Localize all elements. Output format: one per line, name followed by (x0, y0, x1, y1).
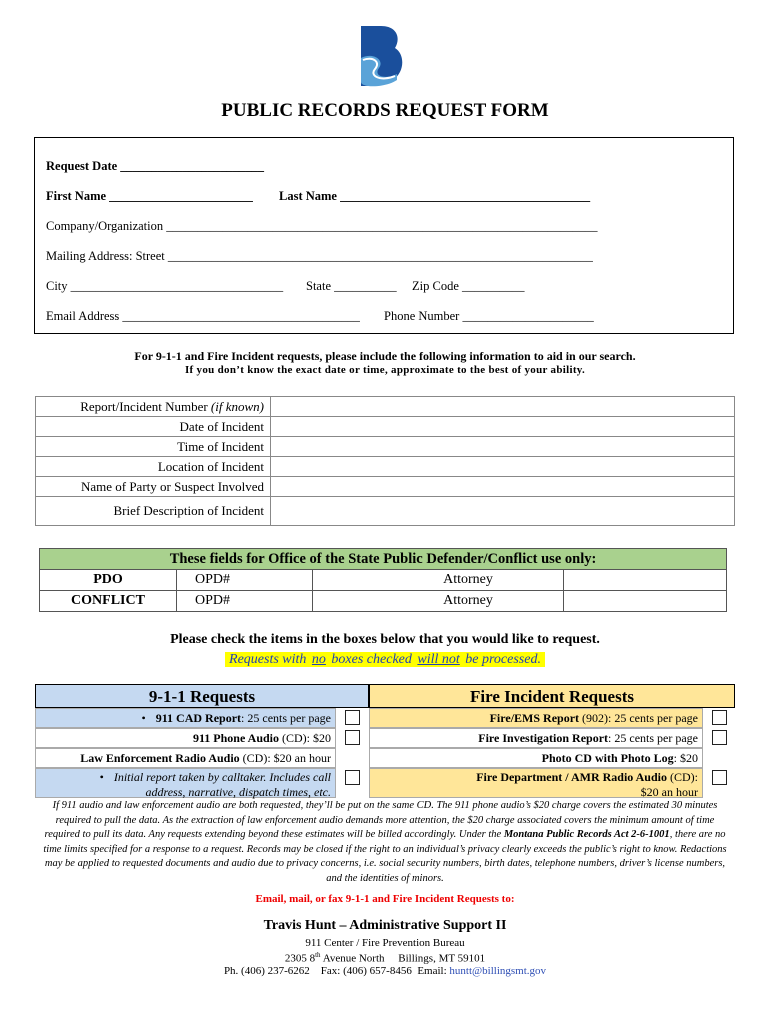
location-input[interactable] (271, 457, 735, 477)
fire-ems-checkbox[interactable] (712, 710, 727, 725)
requester-info-box (34, 137, 734, 334)
header-911-requests: 9-1-1 Requests (35, 684, 369, 708)
state-field[interactable]: State __________ (306, 279, 397, 293)
table-row (36, 497, 735, 526)
email-field[interactable]: Email Address ______________________________________ (46, 309, 360, 323)
contact-name: Travis Hunt – Administrative Support II (263, 918, 507, 933)
phone-field[interactable]: Phone Number _____________________ (384, 309, 594, 323)
fine-print: If 911 audio and law enforcement audio are both requested, they’ll be put on the same CD. The 911 phone audio’s $20 charge covers the estimated 30 minutes required to pull the data. As the extraction of law enforcement audio demands more attention, the $20 charge associated covers the minimum amount of time required to pull its data. Any requests extending beyond these estimates will be billed accordingly. Under the Montana Public Records Act 2-6-1001, there are no time limits specified for a response to a request. Records may be closed if the right to an individual’s privacy clearly exceeds the public’s right to know. Redactions may be applied to requested documents and audio due to privacy concerns, i.e. social security numbers, birth dates, telephone numbers, driver’s license numbers, and the identities of minors. (43, 800, 727, 884)
conflict-opd[interactable]: OPD# (177, 591, 313, 612)
mailing-address-field[interactable]: Mailing Address: Street ____________________________________________________________________ (46, 249, 593, 263)
incident-number-label: Report/Incident Number (80, 398, 208, 414)
table-row (40, 591, 727, 612)
please-check-instruction: Please check the items in the boxes below that you would like to request. (170, 632, 600, 647)
phone-audio-checkbox[interactable] (345, 730, 360, 745)
contact-department: 911 Center / Fire Prevention Bureau (305, 937, 465, 949)
pdo-blank[interactable] (564, 570, 727, 591)
contact-phone-email: Ph. (406) 237-6262 Fax: (406) 657-8456 Email: huntt@billingsmt.gov (223, 965, 547, 977)
pdo-header: These fields for Office of the State Public Defender/Conflict use only: (40, 549, 727, 570)
header-fire-requests: Fire Incident Requests (369, 684, 735, 708)
pdo-label: PDO (40, 570, 177, 591)
table-row (40, 570, 727, 591)
fire-investigation-label: Fire Investigation Report (478, 731, 609, 745)
pdo-opd[interactable]: OPD# (177, 570, 313, 591)
contact-address: 2305 8th Avenue North Billings, MT 59101 (284, 951, 486, 965)
company-field[interactable]: Company/Organization _____________________________________________________________________ (46, 219, 598, 233)
page-title: PUBLIC RECORDS REQUEST FORM (221, 100, 549, 121)
amr-audio-label: Fire Department / AMR Radio Audio (476, 770, 667, 784)
table-row (36, 457, 735, 477)
zip-field[interactable]: Zip Code __________ (412, 279, 525, 293)
fire-ems-label: Fire/EMS Report (489, 711, 580, 725)
city-logo (355, 22, 407, 88)
description-input[interactable] (271, 497, 735, 526)
cad-report-row: • 911 CAD Report: 25 cents per page (35, 708, 336, 728)
first-name-field[interactable]: First Name _______________________ (46, 189, 253, 203)
amr-audio-checkbox[interactable] (712, 770, 727, 785)
pdo-attorney[interactable]: Attorney (313, 570, 564, 591)
party-input[interactable] (271, 477, 735, 497)
photo-cd-label: Photo CD with Photo Log (541, 751, 674, 765)
fire-investigation-checkbox[interactable] (712, 730, 727, 745)
phone-audio-row: 911 Phone Audio (CD): $20 (35, 728, 336, 748)
cad-report-checkbox[interactable] (345, 710, 360, 725)
radio-audio-row: Law Enforcement Radio Audio (CD): $20 an hour (35, 748, 336, 768)
incident-info-table (35, 396, 735, 526)
search-note-line2: If you don’t know the exact date or time, approximate to the best of your ability. (184, 364, 586, 376)
conflict-blank[interactable] (564, 591, 727, 612)
party-label: Name of Party or Suspect Involved (36, 477, 271, 497)
radio-audio-label: Law Enforcement Radio Audio (80, 751, 240, 765)
phone-audio-label: 911 Phone Audio (192, 731, 279, 745)
date-input[interactable] (271, 417, 735, 437)
conflict-label: CONFLICT (40, 591, 177, 612)
amr-audio-row: Fire Department / AMR Radio Audio (CD): $20 an hour (369, 768, 703, 798)
send-to-instruction: Email, mail, or fax 9-1-1 and Fire Incident Requests to: (255, 893, 515, 905)
warning-line: Requests with no boxes checked will not be processed. (0, 650, 770, 668)
table-row (36, 437, 735, 457)
public-records-act: Montana Public Records Act 2-6-1001 (503, 829, 670, 840)
table-row (36, 477, 735, 497)
radio-audio-checkbox[interactable] (345, 770, 360, 785)
incident-number-input[interactable] (271, 397, 735, 417)
request-date-field[interactable]: Request Date _______________________ (46, 159, 265, 173)
photo-cd-row: Photo CD with Photo Log: $20 (369, 748, 703, 768)
description-label: Brief Description of Incident (36, 497, 271, 526)
pdo-table (39, 548, 727, 612)
time-label: Time of Incident (36, 437, 271, 457)
last-name-field[interactable]: Last Name ________________________________________ (279, 189, 591, 203)
fire-ems-row: Fire/EMS Report (902): 25 cents per page (369, 708, 703, 728)
location-label: Location of Incident (36, 457, 271, 477)
cad-report-label: 911 CAD Report (155, 711, 242, 725)
time-input[interactable] (271, 437, 735, 457)
fire-investigation-row: Fire Investigation Report: 25 cents per page (369, 728, 703, 748)
if-known-note: (if known) (210, 398, 264, 414)
city-field[interactable]: City __________________________________ (46, 279, 284, 293)
email-link[interactable]: huntt@billingsmt.gov (449, 965, 547, 977)
search-note-line1: For 9-1-1 and Fire Incident requests, please include the following information to aid in our search. (134, 349, 636, 363)
date-label: Date of Incident (36, 417, 271, 437)
initial-report-note: • Initial report taken by calltaker. Includes call address, narrative, dispatch times, etc. (35, 768, 336, 798)
table-row (36, 397, 735, 417)
table-row (36, 417, 735, 437)
conflict-attorney[interactable]: Attorney (313, 591, 564, 612)
